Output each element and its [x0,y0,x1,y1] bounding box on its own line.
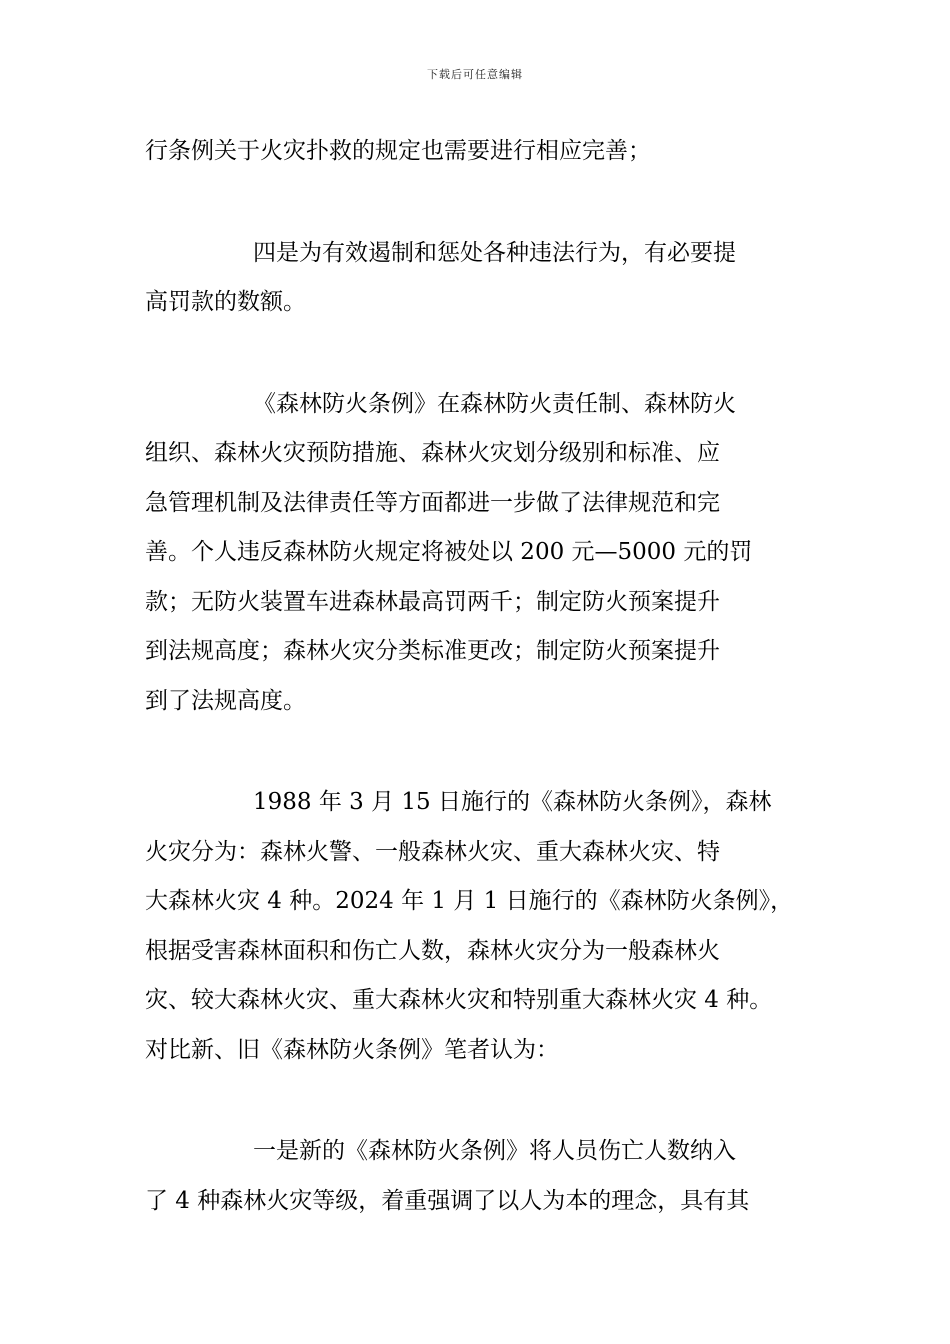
text-line: 火灾分为：森林火警、一般森林火灾、重大森林火灾、特 [145,838,720,865]
text-line: 了 4 种森林火灾等级，着重强调了以人为本的理念，具有其 [145,1187,750,1214]
paragraph-continuation [145,127,835,177]
text-line: 行条例关于火灾扑救的规定也需要进行相应完善； [145,138,651,164]
text-line: 款；无防火装置车进森林最高罚两千；制定防火预案提升 [145,588,720,615]
paragraph-regulation-summary [145,380,835,727]
page-header: 下载后可任意编辑 [427,68,523,81]
text-line: 急管理机制及法律责任等方面都进一步做了法律规范和完 [145,489,720,516]
text-line: 灾、较大森林火灾、重大森林火灾和特别重大森林火灾 4 种。 [145,987,773,1013]
text-line: 一是新的《森林防火条例》将人员伤亡人数纳入 [253,1138,736,1164]
text-line: 善。个人违反森林防火规定将被处以 200 元—5000 元的罚 [145,539,753,565]
paragraph-point-four [145,229,835,328]
paragraph-classification-comparison [145,778,835,1075]
text-line: 到了法规高度。 [145,687,306,714]
text-line: 到法规高度；森林火灾分类标准更改；制定防火预案提升 [145,638,720,664]
text-line: 1988 年 3 月 15 日施行的《森林防火条例》，森林 [253,789,772,815]
text-line: 《森林防火条例》在森林防火责任制、森林防火 [253,390,736,417]
text-line: 根据受害森林面积和伤亡人数，森林火灾分为一般森林火 [145,937,720,964]
paragraph-point-one [145,1127,835,1226]
text-line: 四是为有效遏制和惩处各种违法行为，有必要提 [253,239,736,266]
text-line: 对比新、旧《森林防火条例》笔者认为： [145,1036,559,1063]
document-body [145,127,835,1278]
text-line: 组织、森林火灾预防措施、森林火灾划分级别和标准、应 [145,440,720,466]
text-line: 大森林火灾 4 种。2024 年 1 月 1 日施行的《森林防火条例》， [145,888,794,914]
text-line: 高罚款的数额。 [145,289,306,315]
